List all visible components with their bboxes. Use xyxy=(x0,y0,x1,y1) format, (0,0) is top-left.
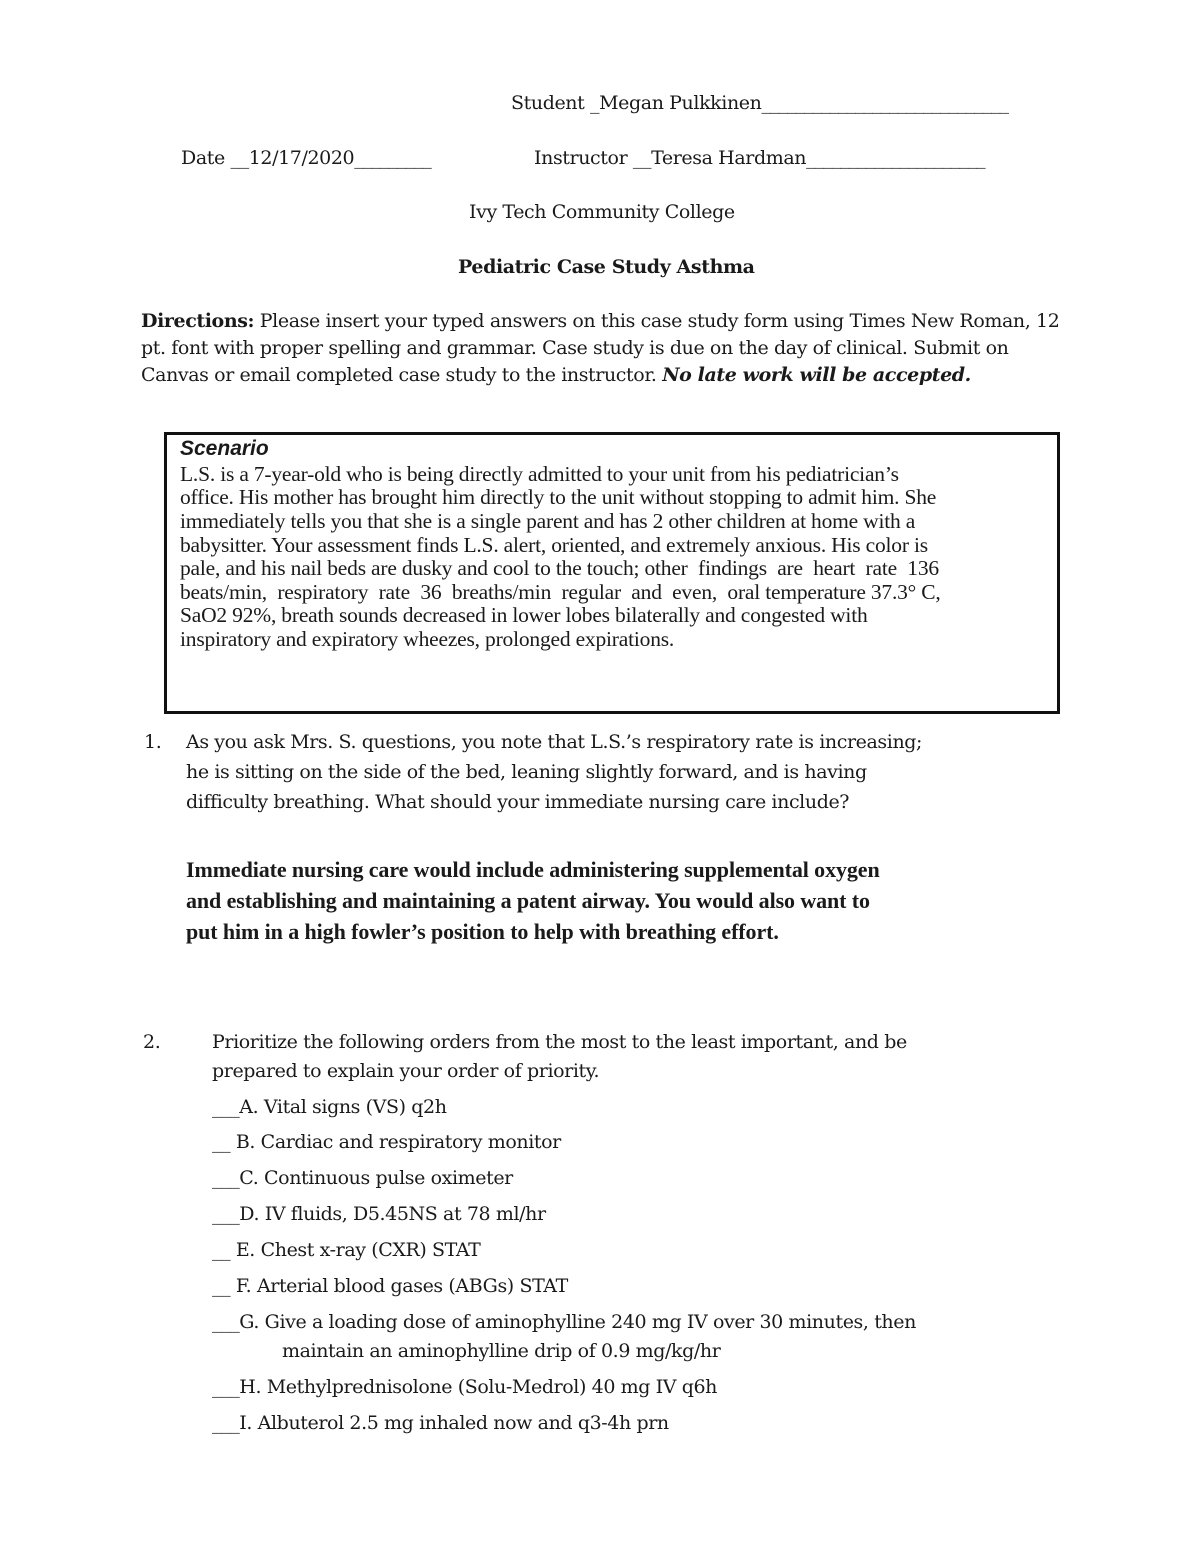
scenario-heading: Scenario xyxy=(180,437,269,460)
order-item-c: ___C. Continuous pulse oximeter xyxy=(212,1167,513,1189)
date-label: Date __ xyxy=(181,147,249,169)
date-line xyxy=(181,147,431,169)
order-item-b: __ B. Cardiac and respiratory monitor xyxy=(212,1131,561,1153)
student-label: Student _ xyxy=(511,92,600,114)
scenario-line: inspiratory and expiratory wheezes, prolonged expirations. xyxy=(180,627,675,651)
question-2-number: 2. xyxy=(143,1031,161,1053)
answer-1-line: put him in a high fowler’s position to help with breathing effort. xyxy=(186,919,779,944)
order-item-f: __ F. Arterial blood gases (ABGs) STAT xyxy=(212,1275,568,1297)
scenario-line: beats/min, respiratory rate 36 breaths/min regular and even, oral temperature 37.3° C, xyxy=(180,580,941,604)
scenario-line: babysitter. Your assessment finds L.S. alert, oriented, and extremely anxious. His color is xyxy=(180,533,928,557)
college-name: Ivy Tech Community College xyxy=(469,201,735,223)
question-1-line: he is sitting on the side of the bed, leaning slightly forward, and is having xyxy=(186,761,867,783)
order-item-a: ___A. Vital signs (VS) q2h xyxy=(212,1096,447,1118)
student-line xyxy=(511,92,1008,114)
answer-1-line: and establishing and maintaining a patent airway. You would also want to xyxy=(186,888,870,913)
order-item-h: ___H. Methylprednisolone (Solu-Medrol) 40 mg IV q6h xyxy=(212,1376,718,1398)
instructor-blank: _____________________ xyxy=(806,147,985,169)
directions-label: Directions: xyxy=(141,310,255,332)
question-2-line: Prioritize the following orders from the most to the least important, and be xyxy=(212,1031,907,1053)
order-item-i: ___I. Albuterol 2.5 mg inhaled now and q3-4h prn xyxy=(212,1412,669,1434)
scenario-line: SaO2 92%, breath sounds decreased in lower lobes bilaterally and congested with xyxy=(180,603,868,627)
scenario-line: pale, and his nail beds are dusky and cool to the touch; other findings are heart rate 136 xyxy=(180,556,939,580)
instructor-line xyxy=(534,147,985,169)
student-name: Megan Pulkkinen xyxy=(599,92,762,114)
scenario-line: L.S. is a 7-year-old who is being directly admitted to your unit from his pediatrician’s xyxy=(180,462,899,486)
question-2-line: prepared to explain your order of priority. xyxy=(212,1060,600,1082)
scenario-line: immediately tells you that she is a single parent and has 2 other children at home with a xyxy=(180,509,916,533)
question-1-line: As you ask Mrs. S. questions, you note that L.S.’s respiratory rate is increasing; xyxy=(186,731,923,753)
instructor-name: Teresa Hardman xyxy=(651,147,807,169)
document-title: Pediatric Case Study Asthma xyxy=(458,256,755,278)
question-1-number: 1. xyxy=(144,731,162,753)
order-item-e: __ E. Chest x-ray (CXR) STAT xyxy=(212,1239,481,1261)
question-1-line: difficulty breathing. What should your immediate nursing care include? xyxy=(186,791,850,813)
late-work-notice: No late work will be accepted. xyxy=(662,364,971,386)
directions-text: Please insert your typed answers on this case study form using Times New Roman, 12 pt. font with proper spelling and grammar. Case study is due on the day of clinical. Submit on Canvas or email completed case study to the instructor. xyxy=(141,310,1060,386)
answer-1-line: Immediate nursing care would include administering supplemental oxygen xyxy=(186,857,880,882)
order-item-g-continued: maintain an aminophylline drip of 0.9 mg/kg/hr xyxy=(282,1340,721,1362)
student-blank: _____________________________ xyxy=(761,92,1008,114)
order-item-d: ___D. IV fluids, D5.45NS at 78 ml/hr xyxy=(212,1203,546,1225)
instructor-label: Instructor __ xyxy=(534,147,652,169)
scenario-line: office. His mother has brought him directly to the unit without stopping to admit him. She xyxy=(180,485,937,509)
order-item-g: ___G. Give a loading dose of aminophylline 240 mg IV over 30 minutes, then xyxy=(212,1311,916,1333)
date-blank: _________ xyxy=(354,147,431,169)
date-value: 12/17/2020 xyxy=(248,147,355,169)
directions-paragraph xyxy=(141,308,1081,389)
